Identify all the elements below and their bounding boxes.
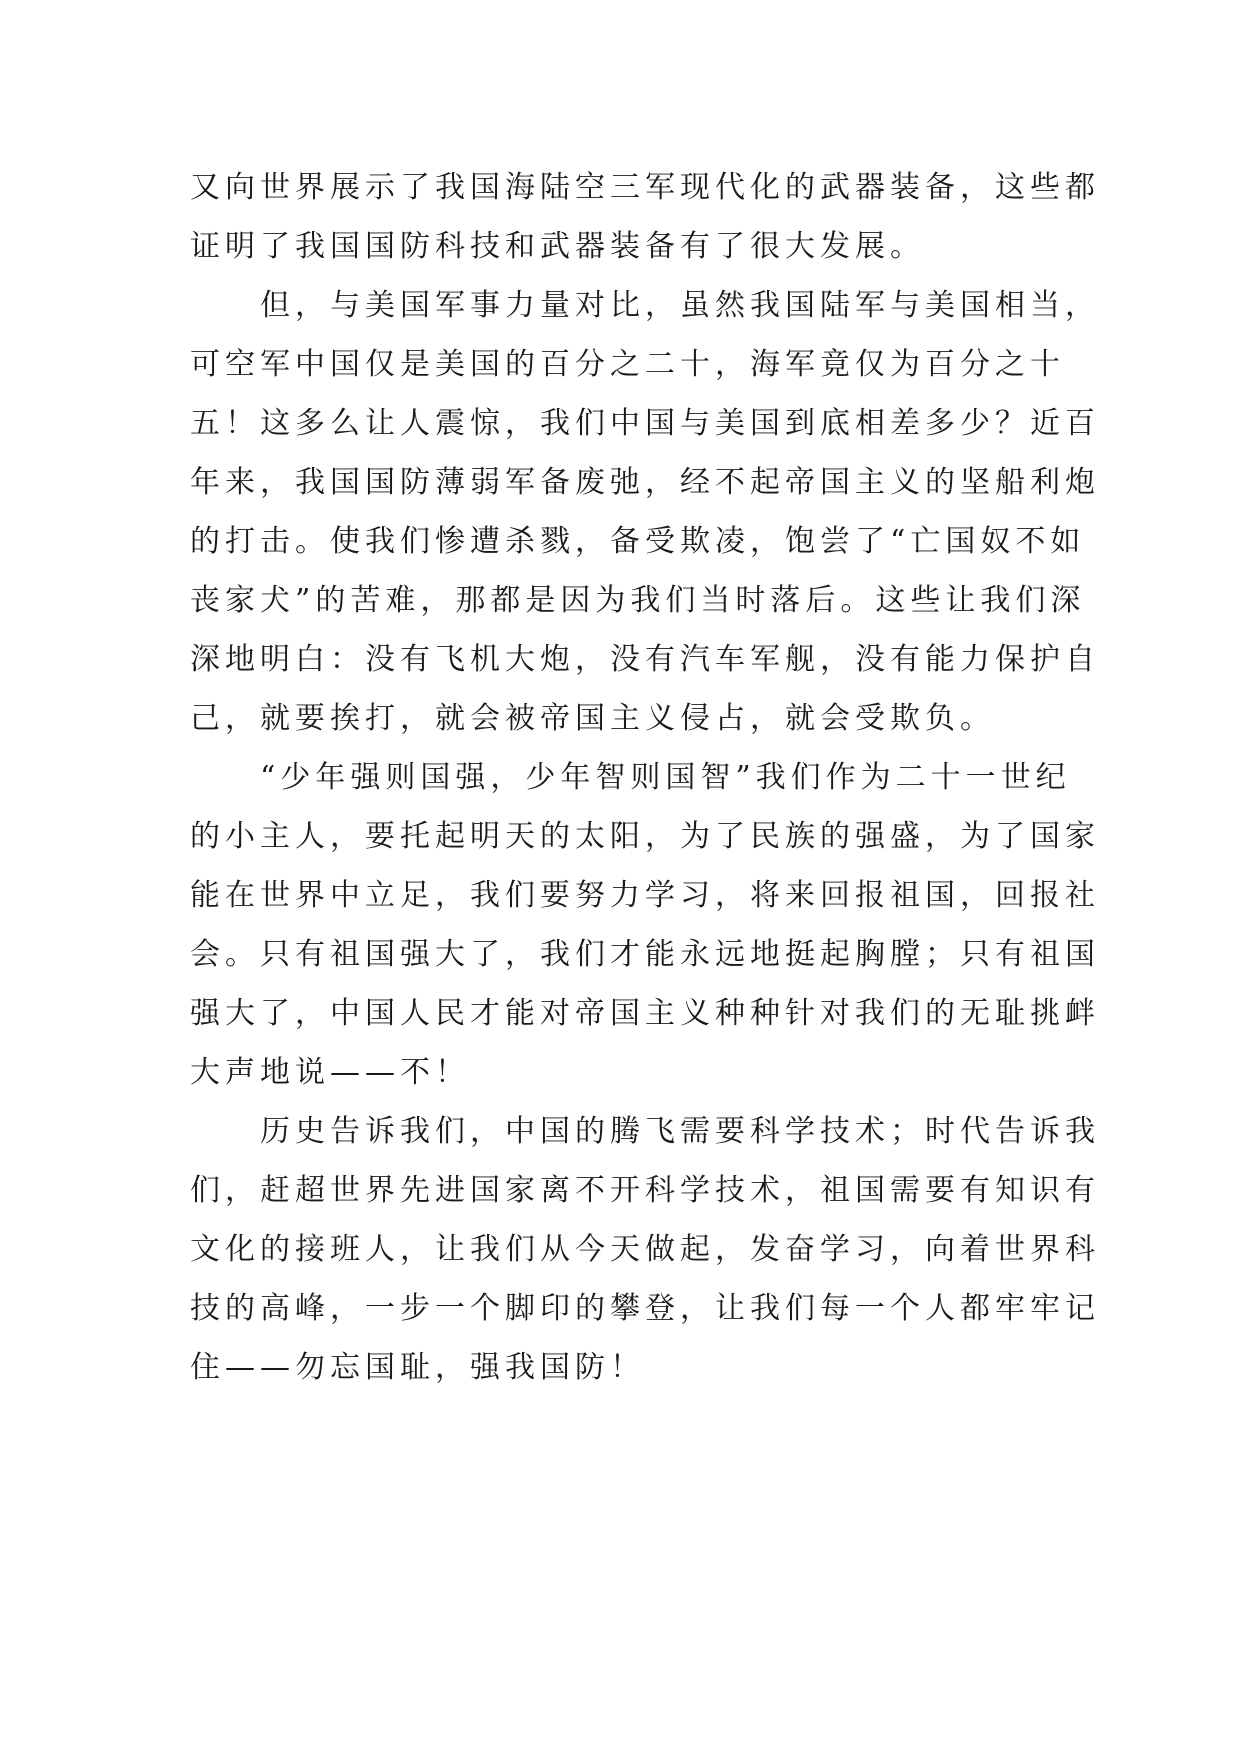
text-line: 能在世界中立足，我们要努力学习，将来回报祖国，回报社 xyxy=(190,878,1100,913)
text-line: 己，就要挨打，就会被帝国主义侵占，就会受欺负。 xyxy=(190,701,995,736)
document-body xyxy=(190,158,1100,1397)
paragraph-first-line: 历史告诉我们，中国的腾飞需要科学技术；时代告诉我 xyxy=(260,1114,1100,1149)
text-line: 年来，我国国防薄弱军备废弛，经不起帝国主义的坚船利炮 xyxy=(190,465,1100,500)
text-line: 的小主人，要托起明天的太阳，为了民族的强盛，为了国家 xyxy=(190,819,1100,854)
text-line: 五！这多么让人震惊，我们中国与美国到底相差多少？近百 xyxy=(190,406,1100,441)
text-line: 会。只有祖国强大了，我们才能永远地挺起胸膛；只有祖国 xyxy=(190,937,1100,972)
text-line: 可空军中国仅是美国的百分之二十，海军竟仅为百分之十 xyxy=(190,347,1065,382)
text-line: 们，赶超世界先进国家离不开科学技术，祖国需要有知识有 xyxy=(190,1173,1100,1208)
text-line: 深地明白：没有飞机大炮，没有汽车军舰，没有能力保护自 xyxy=(190,642,1100,677)
text-line: 的打击。使我们惨遭杀戮，备受欺凌，饱尝了“亡国奴不如 xyxy=(190,524,1086,559)
text-line: 技的高峰，一步一个脚印的攀登，让我们每一个人都牢牢记 xyxy=(190,1291,1100,1326)
text-line: 住——勿忘国耻，强我国防！ xyxy=(190,1350,645,1385)
paragraph-first-line: 但，与美国军事力量对比，虽然我国陆军与美国相当， xyxy=(260,288,1100,323)
paragraph-first-line: “少年强则国强，少年智则国智”我们作为二十一世纪 xyxy=(260,760,1071,795)
text-line: 大声地说——不！ xyxy=(190,1055,470,1090)
text-line: 文化的接班人，让我们从今天做起，发奋学习，向着世界科 xyxy=(190,1232,1100,1267)
text-line: 强大了，中国人民才能对帝国主义种种针对我们的无耻挑衅 xyxy=(190,996,1100,1031)
text-line: 又向世界展示了我国海陆空三军现代化的武器装备，这些都 xyxy=(190,170,1100,205)
text-line: 证明了我国国防科技和武器装备有了很大发展。 xyxy=(190,229,925,264)
text-line: 丧家犬”的苦难，那都是因为我们当时落后。这些让我们深 xyxy=(190,583,1086,618)
